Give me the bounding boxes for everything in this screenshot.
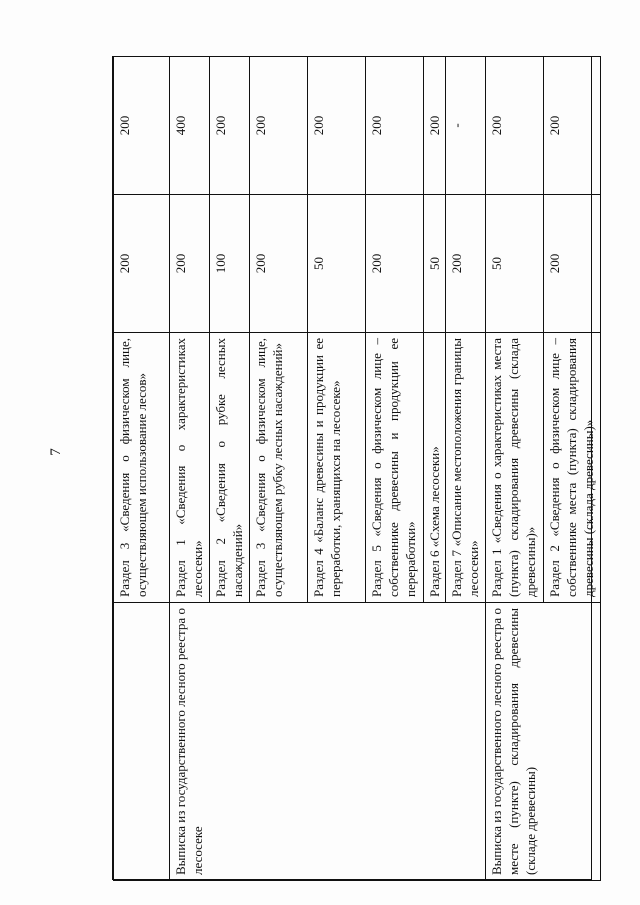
section-cell: Раздел 5 «Сведения о физическом лице – собственнике древесины и продукции ее переработки» [366, 333, 424, 603]
value-cell-2: 200 [114, 57, 170, 195]
section-cell: Раздел 1 «Сведения о характеристиках места (пункта) складирования древесины (склада древесины)» [486, 333, 544, 603]
value-cell-1: 50 [486, 195, 544, 333]
section-cell: Раздел 4 «Баланс древесины и продукции ее переработки, хранящихся на лесосеке» [308, 333, 366, 603]
rotated-table-container [113, 57, 597, 881]
table-row [486, 57, 544, 881]
value-cell-1: 200 [366, 195, 424, 333]
value-cell-2: 200 [308, 57, 366, 195]
value-cell-2: - [446, 57, 486, 195]
register-extract-table [113, 56, 601, 881]
value-cell-1: 200 [114, 195, 170, 333]
value-cell-1: 200 [544, 195, 600, 333]
value-cell-2: 400 [170, 57, 210, 195]
document-cell: Выписка из государственного лесного реестра о лесосеке [170, 603, 486, 881]
section-cell: Раздел 7 «Описание местоположения границы лесосеки» [446, 333, 486, 603]
value-cell-2: 200 [424, 57, 446, 195]
table-row [170, 57, 210, 881]
section-cell: Раздел 3 «Сведения о физическом лице, осуществляющем использование лесов» [114, 333, 170, 603]
document-cell [114, 603, 170, 881]
value-cell-1: 200 [446, 195, 486, 333]
value-cell-2: 200 [366, 57, 424, 195]
page-number: 7 [48, 448, 64, 456]
value-cell-1: 200 [250, 195, 308, 333]
document-table-frame [112, 56, 597, 880]
value-cell-1: 100 [210, 195, 250, 333]
table-row [114, 57, 170, 881]
value-cell-2: 200 [544, 57, 600, 195]
document-cell: Выписка из государственного лесного реестра о месте (пункте) складирования древесины (складе древесины) [486, 603, 600, 881]
value-cell-1: 50 [308, 195, 366, 333]
value-cell-1: 50 [424, 195, 446, 333]
section-cell: Раздел 6 «Схема лесосеки» [424, 333, 446, 603]
section-cell: Раздел 2 «Сведения о физическом лице – собственнике места (пункта) складирования древесины (склада древесины)» [544, 333, 600, 603]
section-cell: Раздел 1 «Сведения о характеристиках лесосеки» [170, 333, 210, 603]
value-cell-2: 200 [486, 57, 544, 195]
section-cell: Раздел 3 «Сведения о физическом лице, осуществляющем рубку лесных насаждений» [250, 333, 308, 603]
value-cell-2: 200 [210, 57, 250, 195]
section-cell: Раздел 2 «Сведения о рубке лесных насаждений» [210, 333, 250, 603]
value-cell-1: 200 [170, 195, 210, 333]
value-cell-2: 200 [250, 57, 308, 195]
